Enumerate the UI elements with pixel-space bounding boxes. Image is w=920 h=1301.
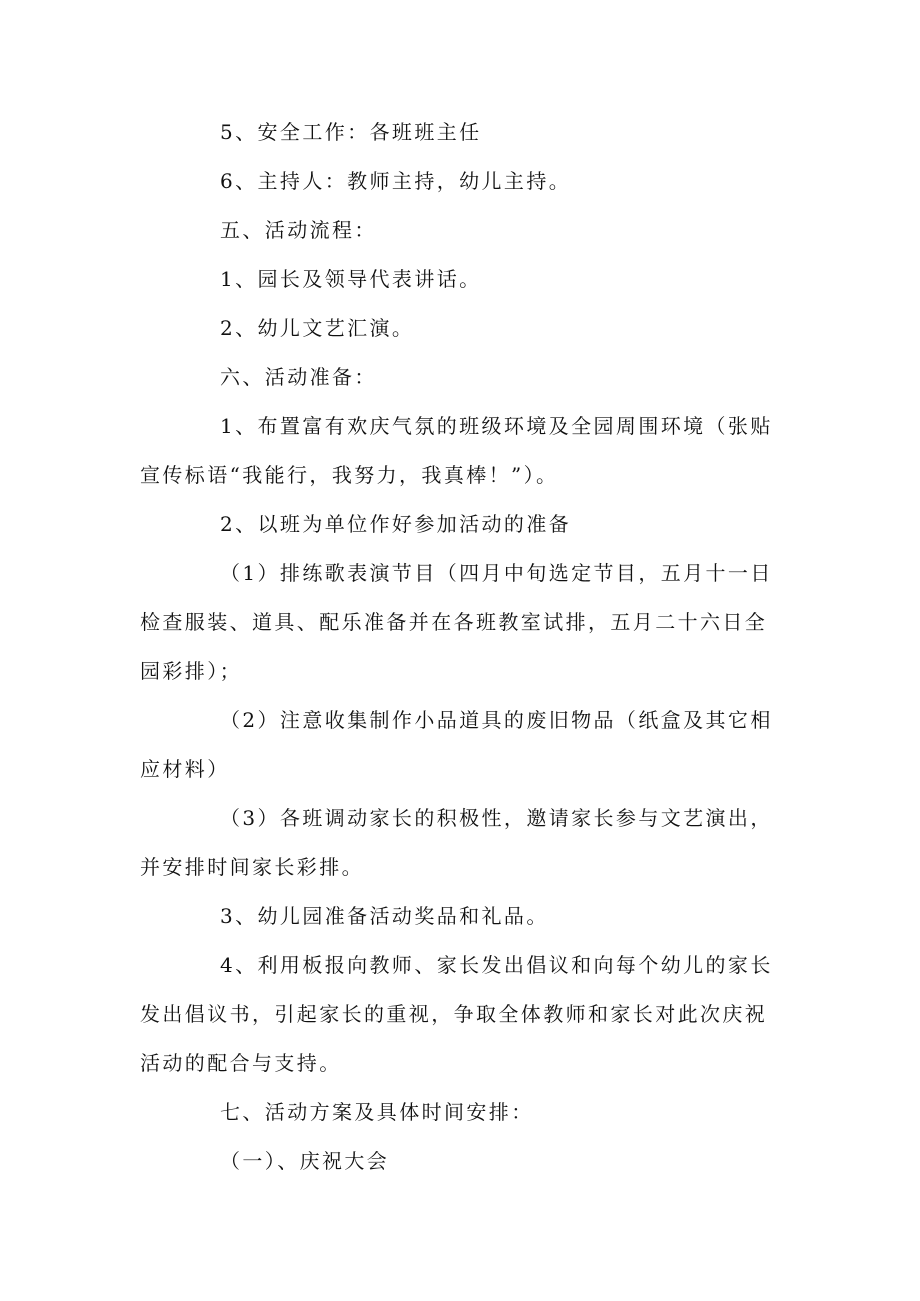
paragraph-safety-work: 5、安全工作：各班班主任 — [220, 120, 482, 144]
paragraph-decorate-environment: 1、布置富有欢庆气氛的班级环境及全园周围环境（张贴宣传标语“我能行，我努力，我真棒！”）。 — [140, 414, 773, 487]
paragraph-parent-involvement: （3）各班调动家长的积极性，邀请家长参与文艺演出，并安排时间家长彩排。 — [140, 806, 773, 879]
paragraph-blackboard-proposal: 4、利用板报向教师、家长发出倡议和向每个幼儿的家长发出倡议书，引起家长的重视，争取全体教师和家长对此次庆祝活动的配合与支持。 — [140, 953, 773, 1075]
paragraph-class-preparation: 2、以班为单位作好参加活动的准备 — [220, 512, 572, 536]
paragraph-host: 6、主持人：教师主持，幼儿主持。 — [220, 169, 572, 193]
paragraph-children-performance: 2、幼儿文艺汇演。 — [220, 316, 415, 340]
paragraph-principal-speech: 1、园长及领导代表讲话。 — [220, 267, 482, 291]
heading-activity-schedule: 七、活动方案及具体时间安排： — [220, 1100, 534, 1124]
paragraph-collect-materials: （2）注意收集制作小品道具的废旧物品（纸盒及其它相应材料） — [140, 708, 773, 781]
heading-activity-preparation: 六、活动准备： — [220, 365, 377, 389]
paragraph-prizes-gifts: 3、幼儿园准备活动奖品和礼品。 — [220, 904, 549, 928]
paragraph-rehearse-songs: （1）排练歌表演节目（四月中旬选定节目，五月十一日检查服装、道具、配乐准备并在各班教室试排，五月二十六日全园彩排）； — [140, 561, 773, 683]
document-body — [140, 108, 785, 1186]
heading-celebration-assembly: （一）、庆祝大会 — [220, 1149, 390, 1173]
heading-activity-process: 五、活动流程： — [220, 218, 377, 242]
